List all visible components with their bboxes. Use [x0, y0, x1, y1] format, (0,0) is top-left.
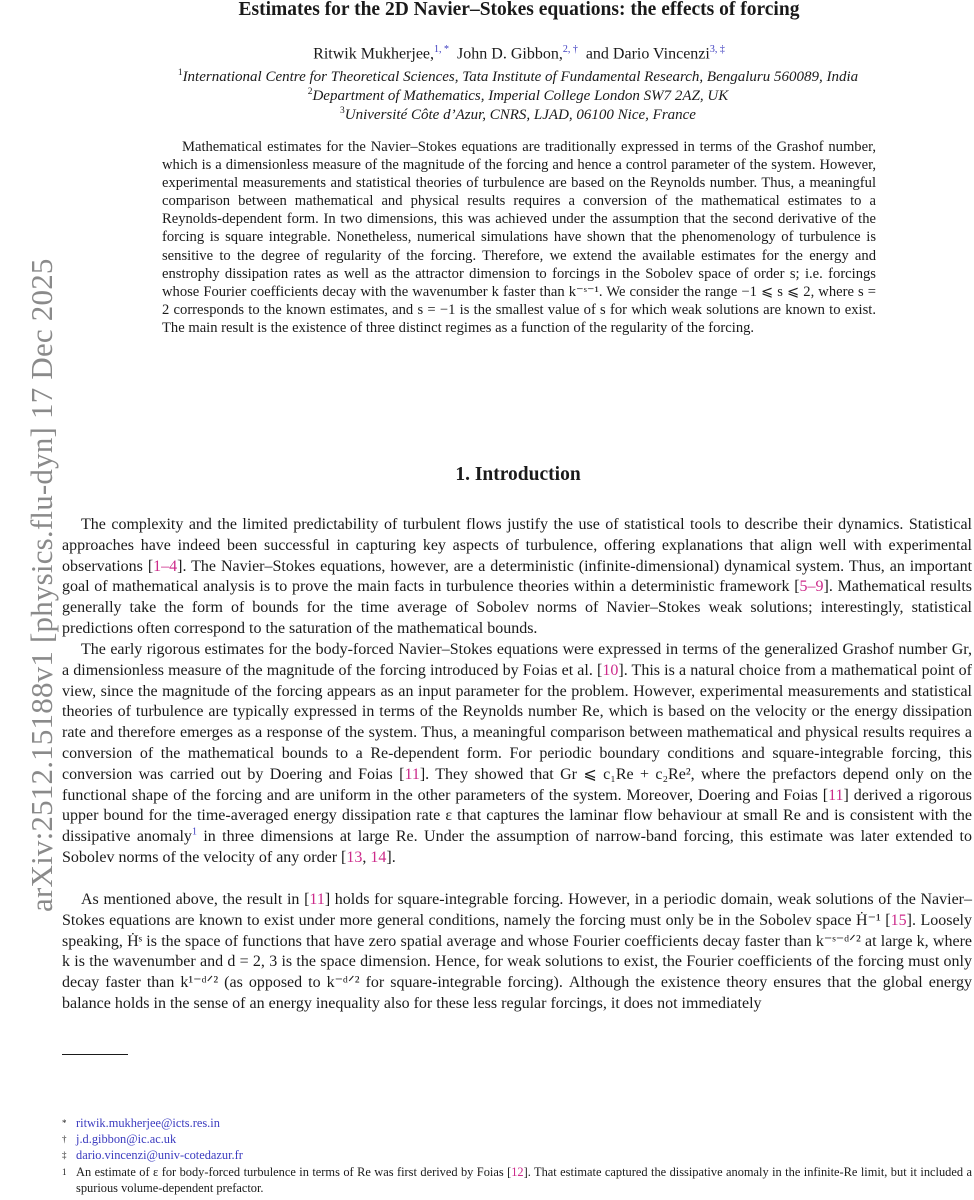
footnote-text: ]. That estimate captured the dissipative anomaly in the infinite-Re limit, but it included a spurious volume-dependent prefactor. — [76, 1165, 972, 1195]
paragraph-text: in three dimensions at large Re. Under the assumption of narrow-band forcing, this estimate was later extended to Sobolev norms of the velocity of any order [ — [62, 828, 973, 866]
affiliation-number: 2 — [307, 87, 313, 97]
footnote-1 — [62, 1165, 972, 1197]
affiliation-text: Université Côte d’Azur, CNRS, LJAD, 06100 Nice, France — [344, 107, 696, 123]
citation-link[interactable]: 11 — [828, 786, 844, 804]
author-name: and Dario Vincenzi — [585, 45, 710, 63]
citation-link[interactable]: 5–9 — [799, 578, 824, 596]
citation-link[interactable]: 15 — [890, 911, 907, 929]
paragraph-text: ]. — [386, 848, 396, 866]
citation-link[interactable]: 11 — [404, 765, 420, 783]
footnote-email-2 — [62, 1132, 972, 1148]
paper-title: Estimates for the 2D Navier–Stokes equations: the effects of forcing — [238, 0, 800, 20]
citation-link[interactable]: 11 — [309, 891, 325, 908]
citation-separator: , — [362, 848, 371, 866]
paragraph-text: The early rigorous estimates for the body-forced Navier–Stokes equations were expressed in terms of the generalized Grashof number Gr, a dimensionless measure of the magnitude of the forcing introduced by Foias et al. [ — [62, 641, 972, 679]
author-name: Ritwik Mukherjee, — [313, 45, 435, 63]
footnote-mark: * — [62, 1118, 67, 1128]
author-marks[interactable]: 3, ‡ — [709, 44, 725, 55]
footnote-email-1 — [62, 1116, 972, 1132]
citation-link[interactable]: 14 — [370, 848, 387, 866]
paragraph-text: ]. Loosely speaking, Ḣˢ is the space of functions that have zero spatial average and whose Fourier coefficients decay faster than k⁻ˢ⁻ᵈᐟ² at large k, where k is the wavenumber and d = 2, 3 is the space dimension. Hence, for weak solutions to exist, the Fourier coefficients of the forcing must only decay faster than k¹⁻ᵈᐟ² (as opposed to k⁻ᵈᐟ² for square-integrable forcing). Although the existence theory ensures that the global energy balance holds in the sense of an energy inequality also for these less regular forcings, it does not immediately — [62, 911, 973, 1012]
footnote-ref[interactable]: 1 — [191, 826, 197, 838]
section-heading-introduction: 1. Introduction — [455, 464, 581, 485]
citation-link[interactable]: 12 — [511, 1165, 524, 1179]
citation-link[interactable]: 13 — [346, 848, 363, 866]
paragraph-text: ]. They showed that Gr ⩽ c₁Re + c₂Re², where the prefactors depend only on the functional shape of the forcing and are uniform in the other parameters of the system. Moreover, Doering and Foias [ — [62, 765, 973, 804]
email-link[interactable]: dario.vincenzi@univ-cotedazur.fr — [76, 1148, 243, 1162]
arxiv-stamp-text: arXiv:2512.15188v1 [physics.flu-dyn] 17 Dec 2025 — [24, 258, 59, 912]
paragraph-text: ]. Mathematical results generally take the form of bounds for the time average of Sobolev norms of Navier–Stokes weak solutions; interestingly, statistical predictions often correspond to the saturation of the mathematical bounds. — [62, 578, 973, 637]
footnote-divider — [62, 1054, 128, 1055]
paragraph-text: ]. The Navier–Stokes equations, however, are a deterministic (infinite-dimensional) dynamical system. Thus, an important goal of mathematical analysis is to prove the main facts in turbulence theories within a deterministic framework [ — [62, 557, 973, 596]
paragraph-text: As mentioned above, the result in [ — [81, 891, 310, 908]
paragraph-text: ] holds for square-integrable forcing. However, in a periodic domain, weak solutions of the Navier–Stokes equations are known to exist under more general conditions, namely the forcing must only be in the Sobolev space Ḣ⁻¹ [ — [62, 891, 973, 929]
intro-paragraph-1 — [62, 515, 972, 640]
paragraph-text: ]. This is a natural choice from a mathematical point of view, since the magnitude of the forcing appears as an input parameter for the problem. However, experimental measurements and statistical theories of turbulence are typically expressed in terms of the Reynolds number Re, which is based on the velocity or the energy dissipation rate and therefore emerges as a response of the system. Thus, a meaningful comparison between mathematical and physical results requires a conversion of the mathematical bounds to a Re-dependent form. For periodic boundary conditions and square-integrable forcing, this conversion was carried out by Doering and Foias [ — [62, 661, 973, 783]
author-marks[interactable]: 2, † — [562, 44, 578, 55]
email-link[interactable]: j.d.gibbon@ic.ac.uk — [76, 1132, 177, 1146]
affiliation-text: Department of Mathematics, Imperial College London SW7 2AZ, UK — [312, 88, 729, 104]
abstract: Mathematical estimates for the Navier–Stokes equations are traditionally expressed in terms of the Grashof number, which is a dimensionless measure of the magnitude of the forcing and hence a control parameter of the system. However, experimental measurements and statistical theories of turbulence are based on the Reynolds number. Thus, a meaningful comparison between mathematical and physical results requires a conversion of the mathematical estimates to a Reynolds-dependent form. In two dimensions, this was achieved under the assumption that the second derivative of the forcing is square integrable. Nonetheless, numerical simulations have shown that the phenomenology of turbulence is sensitive to the degree of regularity of the forcing. Therefore, we extend the available estimates for the energy and enstrophy dissipation rates as well as the attractor dimension to forcings in the Sobolev space of order s; i.e. forcings whose Fourier coefficients decay with the wavenumber k faster than k⁻ˢ⁻¹. We consider the range −1 ⩽ s ⩽ 2, where s = 2 corresponds to the known estimates, and s = −1 is the smallest value of s for which weak solutions are known to exist. The main result is the existence of three distinct regimes as a function of the regularity of the forcing. — [162, 139, 876, 336]
author-list — [156, 44, 882, 63]
footnote-email-3 — [62, 1148, 972, 1164]
footnote-mark: † — [62, 1134, 67, 1144]
footnote-mark: ‡ — [62, 1150, 67, 1160]
intro-paragraph-2 — [62, 640, 972, 869]
footnote-mark: 1 — [62, 1167, 67, 1177]
affiliation-number: 1 — [177, 68, 183, 78]
paragraph-text: The complexity and the limited predictability of turbulent flows justify the use of statistical tools to describe their dynamics. Statistical approaches have indeed been successful in capturing key aspects of turbulence, offering explanations that align well with experimental observations [ — [62, 516, 972, 575]
paragraph-text: ] derived a rigorous upper bound for the time-averaged energy dissipation rate ε that captures the laminar flow behaviour at small Re and is consistent with the dissipative anomaly — [62, 786, 973, 846]
citation-link[interactable]: 1–4 — [153, 557, 178, 575]
footnote-text: An estimate of ε for body-forced turbulence in terms of Re was first derived by Foias [ — [76, 1165, 512, 1179]
author-marks[interactable]: 1, * — [434, 44, 450, 55]
affiliation-number: 3 — [340, 106, 345, 116]
affiliation-1 — [62, 68, 974, 86]
intro-paragraph-3 — [62, 890, 972, 1015]
author-name: John D. Gibbon, — [457, 45, 563, 63]
arxiv-identifier-stamp — [0, 0, 59, 1200]
email-link[interactable]: ritwik.mukherjee@icts.res.in — [76, 1116, 220, 1130]
affiliation-2 — [62, 87, 974, 105]
affiliation-text: International Centre for Theoretical Sciences, Tata Institute of Fundamental Research, Bengaluru 560089, India — [182, 69, 859, 85]
citation-link[interactable]: 10 — [602, 661, 619, 679]
affiliation-3 — [62, 106, 974, 124]
